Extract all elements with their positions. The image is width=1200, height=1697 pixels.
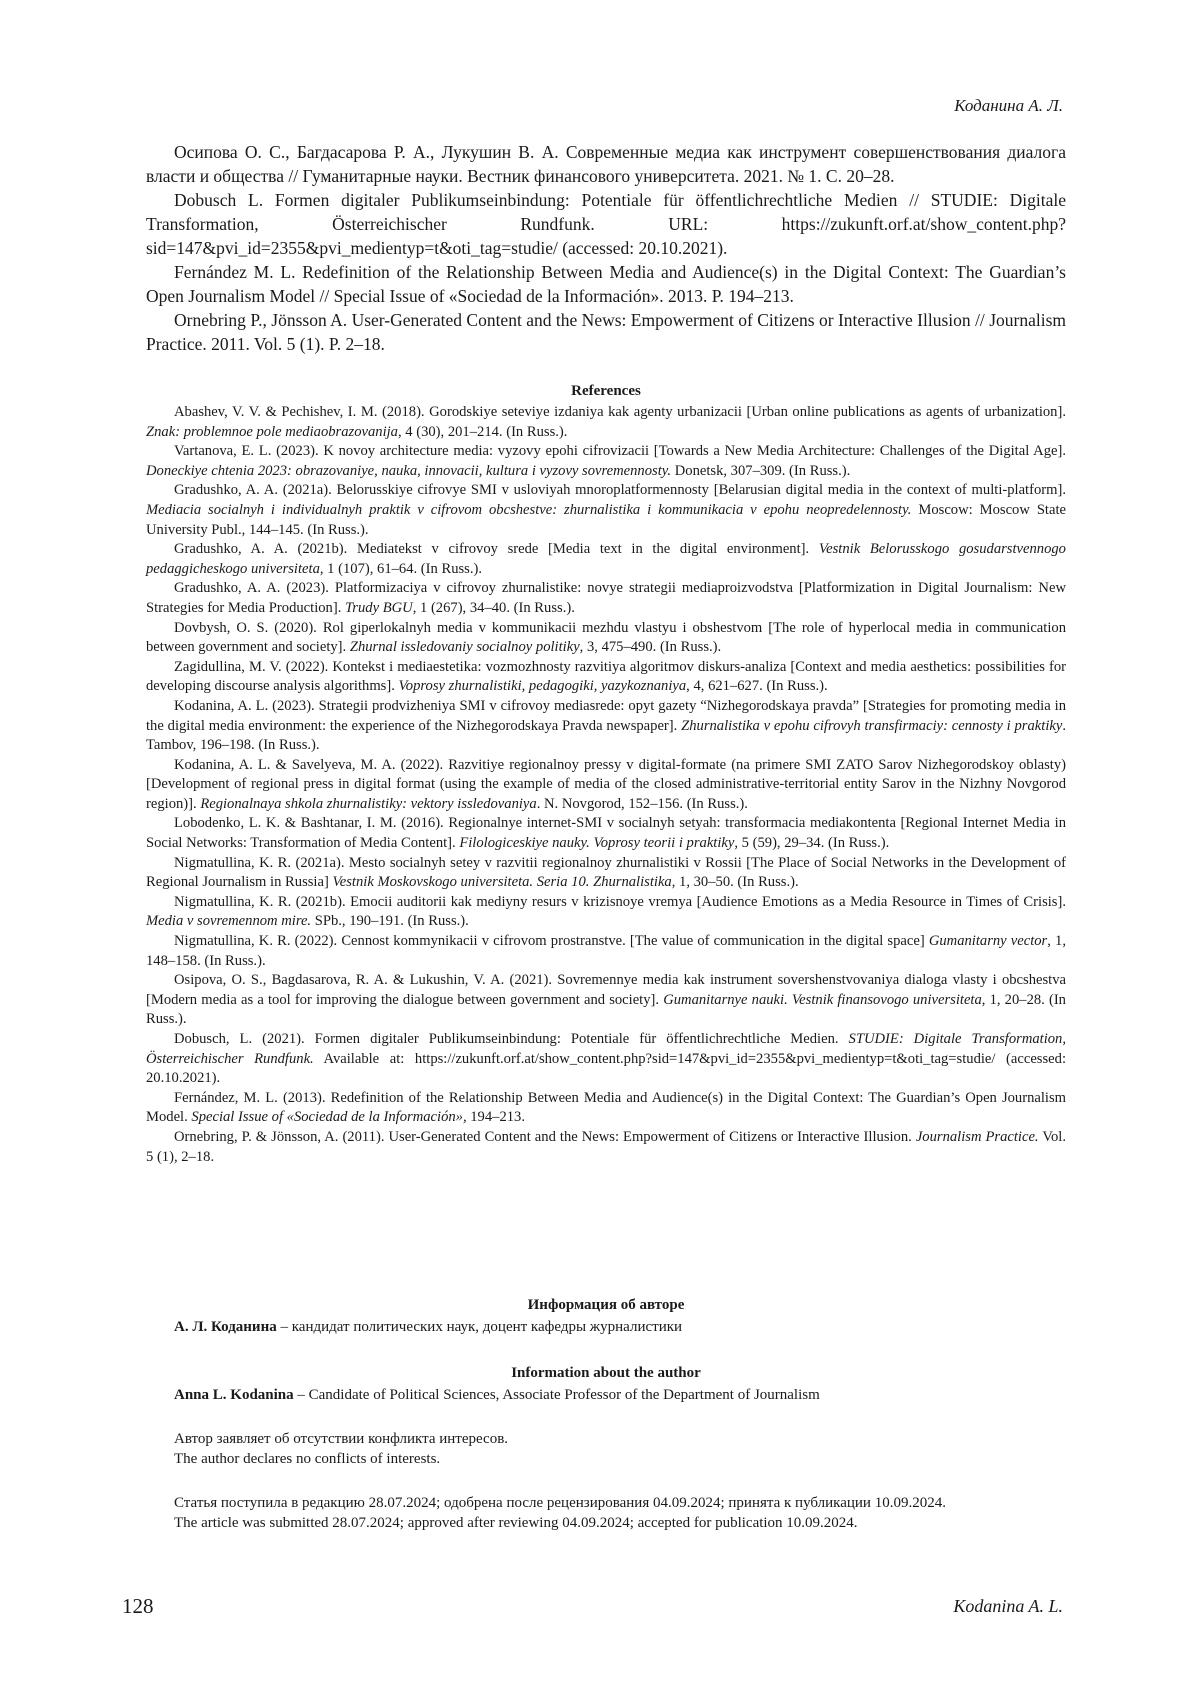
author-info-en-title: Information about the author <box>511 1365 701 1381</box>
reference-item: Kodanina, A. L. & Savelyeva, M. A. (2022). Razvitiye regionalnoy pressy v digital-formate (na primere SMI ZATO Sarov Nizhegorodskoy oblasty) [Development of regional press in digital format (using the example of media of the closed administrative-territorial entity Sarov in the Nizhny Novgorod region)]. Regionalnaya shkola zhurnalistiky: vektory issledovaniya. N. Novgorod, 152–156. (In Russ.). <box>146 756 1066 812</box>
reference-item: Dovbysh, O. S. (2020). Rol giperlokalnyh media v kommunikacii mezhdu vlastyu i obshestvom [The role of hyperlocal media in communication between government and society]. Zhurnal issledovaniy socialnoy politiky, 3, 475–490. (In Russ.). <box>146 619 1066 656</box>
reference-item: Nigmatullina, K. R. (2021b). Emocii auditorii kak mediyny resurs v krizisnoye vremya [Audience Emotions as a Media Resource in Times of Crisis]. Media v sovremennom mire. SPb., 190–191. (In Russ.). <box>146 893 1066 930</box>
bibliography-item: Fernández M. L. Redefinition of the Relationship Between Media and Audience(s) in the Digital Context: The Guardian’s Open Journalism Model // Special Issue of «Sociedad de la Información». 2013. P. 194–213. <box>146 262 1066 306</box>
author-info-ru-title: Информация об авторе <box>527 1297 685 1313</box>
reference-item: Abashev, V. V. & Pechishev, I. M. (2018). Gorodskiye seteviye izdaniya kak agenty urbanizacii [Urban online publications as agents of urbanization]. Znak: problemnoe pole mediaobrazovanija, 4 (30), 201–214. (In Russ.). <box>146 404 1066 440</box>
bibliography-item: Dobusch L. Formen digitaler Publikumseinbindung: Potentiale für öffentlichrechtliche Medien // STUDIE: Digitale Transformation, Österreichischer Rundfunk. URL: https://zukunft.orf.at/show_content.php?sid=147&pvi_id=2355&pvi_medientyp=t&oti_tag=studie/ (accessed: 20.10.2021). <box>146 190 1066 258</box>
reference-item: Dobusch, L. (2021). Formen digitaler Publikumseinbindung: Potentiale für öffentlichrechtliche Medien. STUDIE: Digitale Transformation, Österreichischer Rundfunk. Available at: https://zukunft.orf.at/show_content.php?sid=147&pvi_id=2355&pvi_medientyp=t&oti_tag=studie/ (accessed: 20.10.2021). <box>146 1031 1067 1087</box>
bibliography-list <box>146 140 1066 356</box>
reference-item: Gradushko, A. A. (2023). Platformizaciya v cifrovoy zhurnalistike: novye strategii mediaproizvodstva [Platformization in Digital Journalism: New Strategies for Media Production]. Trudy BGU, 1 (267), 34–40. (In Russ.). <box>146 580 1066 616</box>
references-list <box>146 403 1066 1167</box>
reference-item: Zagidullina, M. V. (2022). Kontekst i mediaestetika: vozmozhnosty razvitiya algoritmov diskurs-analiza [Context and media aesthetics: possibilities for developing discourse analysis algorithms]. Voprosy zhurnalistiki, pedagogiki, yazykoznaniya, 4, 621–627. (In Russ.). <box>146 658 1066 695</box>
reference-item: Gradushko, A. A. (2021a). Belorusskiye cifrovye SMI v usloviyah mnoroplatformennosty [Belarusian digital media in the context of multi-platform]. Mediacia socialnyh i individualnyh praktik v cifrovom obcshestve: zhurnalistika i kommunikacia v epohu neopredelennosty. Moscow: Moscow State University Publ., 144–145. (In Russ.). <box>146 482 1066 538</box>
bibliography-item: Осипова О. С., Багдасарова Р. А., Лукушин В. А. Современные медиа как инструмент совершенствования диалога власти и общества // Гуманитарные науки. Вестник финансового университета. 2021. № 1. С. 20–28. <box>146 142 1066 186</box>
page-number: 128 <box>122 1594 154 1618</box>
footer-author: Kodanina A. L. <box>953 1596 1063 1616</box>
article-dates-en: The article was submitted 28.07.2024; approved after reviewing 04.09.2024; accepted for publication 10.09.2024. <box>174 1515 858 1531</box>
bibliography-item: Ornebring P., Jönsson A. User-Generated Content and the News: Empowerment of Citizens or Interactive Illusion // Journalism Practice. 2011. Vol. 5 (1). P. 2–18. <box>146 310 1066 354</box>
article-dates-ru: Статья поступила в редакцию 28.07.2024; одобрена после рецензирования 04.09.2024; принята к публикации 10.09.2024. <box>174 1495 946 1511</box>
reference-item: Kodanina, A. L. (2023). Strategii prodvizheniya SMI v cifrovoy mediasrede: opyt gazety “Nizhegorodskaya pravda” [Strategies for promoting media in the digital media environment: the experience of the Nizhegorodskaya Pravda newspaper]. Zhurnalistika v epohu cifrovyh transfirmaciy: cennosty i praktiky. Tambov, 196–198. (In Russ.). <box>146 697 1066 754</box>
running-header-author: Коданина А. Л. <box>954 96 1063 115</box>
conflict-statement-ru: Автор заявляет об отсутствии конфликта интересов. <box>174 1431 509 1447</box>
reference-item: Nigmatullina, K. R. (2021a). Mesto socialnyh setey v razvitii regionalnoy zhurnalistiki v Rossii [The Place of Social Networks in the Development of Regional Journalism in Russia] Vestnik Moskovskogo universiteta. Seria 10. Zhurnalistika, 1, 30–50. (In Russ.). <box>146 854 1066 891</box>
author-name-ru: А. Л. Коданина <box>174 1319 277 1335</box>
author-description-ru: – кандидат политических наук, доцент кафедры журналистики <box>276 1319 683 1335</box>
reference-item: Fernández, M. L. (2013). Redefinition of the Relationship Between Media and Audience(s) in the Digital Context: The Guardian’s Open Journalism Model. Special Issue of «Sociedad de la Información», 194–213. <box>146 1089 1066 1126</box>
author-description-en: – Candidate of Political Sciences, Associate Professor of the Department of Journalism <box>293 1387 820 1403</box>
reference-item: Vartanova, E. L. (2023). K novoy architecture media: vyzovy epohi cifrovizacii [Towards a New Media Architecture: Challenges of the Digital Age]. Doneckiye chtenia 2023: obrazovaniye, nauka, innovacii, kultura i vyzovy sovremennosty. Donetsk, 307–309. (In Russ.). <box>146 443 1066 479</box>
conflict-statement-en: The author declares no conflicts of interests. <box>174 1451 441 1467</box>
references-title: References <box>571 383 641 399</box>
author-info-section <box>146 1296 1066 1533</box>
reference-item: Osipova, O. S., Bagdasarova, R. A. & Lukushin, V. A. (2021). Sovremennye media kak instrument sovershenstvovaniya dialoga vlasty i obcshestva [Modern media as a tool for improving the dialogue between government and society]. Gumanitarnye nauki. Vestnik finansovogo universiteta, 1, 20–28. (In Russ.). <box>146 972 1066 1028</box>
author-info-ru <box>146 1317 1066 1337</box>
reference-item: Lobodenko, L. K. & Bashtanar, I. M. (2016). Regionalnye internet-SMI v socialnyh setyah: transformacia mediakontenta [Regional Internet Media in Social Networks: Transformation of Media Content]. Filologiceskiye nauky. Voprosy teorii i praktiky, 5 (59), 29–34. (In Russ.). <box>146 815 1066 852</box>
reference-item: Nigmatullina, K. R. (2022). Cennost kommynikacii v cifrovom prostranstve. [The value of communication in the digital space] Gumanitarny vector, 1, 148–158. (In Russ.). <box>146 933 1066 969</box>
reference-item: Gradushko, A. A. (2021b). Mediatekst v cifrovoy srede [Media text in the digital environment]. Vestnik Belorusskogo gosudarstvennogo pedaggicheskogo universiteta, 1 (107), 61–64. (In Russ.). <box>146 541 1066 577</box>
author-name-en: Anna L. Kodanina <box>174 1387 294 1403</box>
author-info-en <box>146 1385 1066 1405</box>
reference-item: Ornebring, P. & Jönsson, A. (2011). User-Generated Content and the News: Empowerment of Citizens or Interactive Illusion. Journalism Practice. Vol. 5 (1), 2–18. <box>146 1128 1067 1165</box>
references-section <box>146 382 1066 1167</box>
